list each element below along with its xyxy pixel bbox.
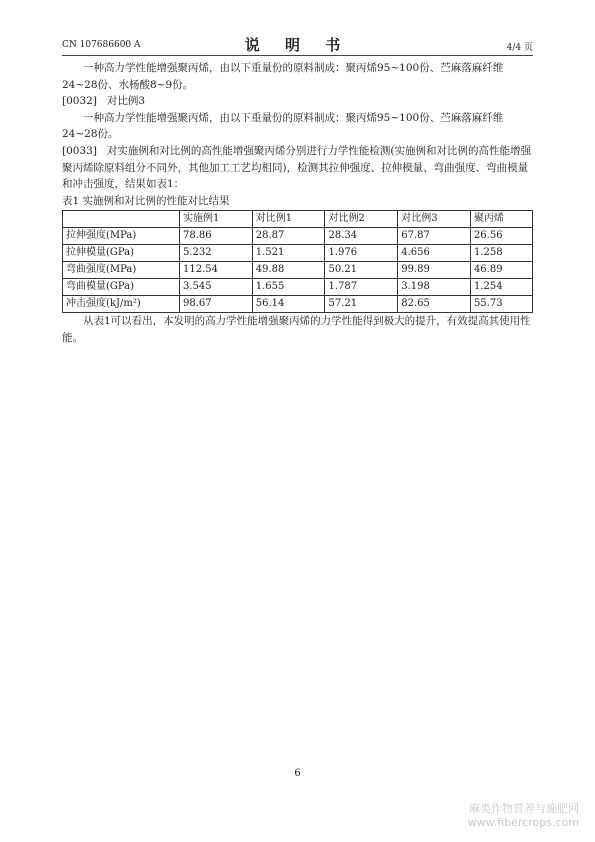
table-header-cell	[63, 211, 180, 228]
table-header-cell: 对比例3	[398, 211, 471, 228]
paragraph-conclusion: 从表1可以看出，本发明的高力学性能增强聚丙烯的力学性能得到极大的提升，有效提高其使用性能。	[62, 315, 531, 344]
watermark-line: 麻类作物营养与施肥网	[469, 802, 579, 815]
table-cell: 82.65	[398, 296, 471, 313]
table-cell: 3.198	[398, 279, 471, 296]
table-caption: 表1 实施例和对比例的性能对比结果	[62, 194, 230, 207]
table-cell: 拉伸强度(MPa)	[63, 228, 180, 245]
table-cell: 99.89	[398, 262, 471, 279]
table-cell: 55.73	[470, 296, 532, 313]
paragraph-composition-2: 一种高力学性能增强聚丙烯，由以下重量份的原料制成：聚丙烯95~100份、苎麻落麻纤维24~28份、水杨酸8~9份。	[62, 62, 504, 91]
table-cell: 50.21	[325, 262, 398, 279]
table-cell: 67.87	[398, 228, 471, 245]
table-cell: 1.787	[325, 279, 398, 296]
paragraph-number: [0032]	[62, 95, 97, 108]
table-cell: 3.545	[180, 279, 253, 296]
table-cell: 拉伸模量(GPa)	[63, 245, 180, 262]
paragraph-text: 对比例3	[106, 95, 146, 108]
patent-number: CN 107686600 A	[62, 40, 141, 50]
table-cell: 1.254	[470, 279, 532, 296]
table-cell: 112.54	[180, 262, 253, 279]
paragraph-0032	[62, 93, 533, 110]
page-number: 6	[294, 768, 301, 779]
table-row	[63, 279, 533, 296]
table-cell: 1.258	[470, 245, 532, 262]
table-row	[63, 245, 533, 262]
table-cell: 49.88	[252, 262, 325, 279]
table-cell: 1.976	[325, 245, 398, 262]
table-cell: 1.521	[252, 245, 325, 262]
header-divider	[62, 55, 533, 56]
document-title: 说 明 书	[244, 36, 351, 54]
table-cell: 弯曲模量(GPa)	[63, 279, 180, 296]
table-cell: 5.232	[180, 245, 253, 262]
document-body	[62, 60, 533, 347]
table-cell: 98.67	[180, 296, 253, 313]
table-cell: 28.34	[325, 228, 398, 245]
table-header-cell: 实施例1	[180, 211, 253, 228]
paragraph-text: 对实施例和对比例的高性能增强聚丙烯分别进行力学性能检测(实施例和对比例的高性能增强聚丙烯除原料组分不同外，其他加工工艺均相同)，检测其拉伸强度、拉伸模量、弯曲强度、弯曲模量和冲击强度，结果如表1：	[62, 144, 532, 191]
site-watermark	[468, 802, 579, 830]
watermark-line: www.fibercrops.com	[467, 816, 579, 829]
table-cell: 46.89	[470, 262, 532, 279]
table-cell: 28.87	[252, 228, 325, 245]
table-cell: 26.56	[470, 228, 532, 245]
table-row	[63, 262, 533, 279]
paragraph-0033	[62, 143, 533, 193]
table-cell: 57.21	[325, 296, 398, 313]
table-cell: 弯曲强度(MPa)	[63, 262, 180, 279]
performance-comparison-table	[62, 210, 533, 313]
table-cell: 78.86	[180, 228, 253, 245]
table-cell: 冲击强度(kJ/m²)	[63, 296, 180, 313]
table-cell: 56.14	[252, 296, 325, 313]
table-cell: 4.656	[398, 245, 471, 262]
table-header-cell: 聚丙烯	[470, 211, 532, 228]
table-header-row	[63, 211, 533, 228]
table-header-cell: 对比例1	[252, 211, 325, 228]
paragraph-number: [0033]	[62, 144, 97, 157]
paragraph-composition-3: 一种高力学性能增强聚丙烯，由以下重量份的原料制成：聚丙烯95~100份、苎麻落麻纤维24~28份。	[62, 111, 504, 141]
page-info: 4/4 页	[506, 43, 533, 53]
page-header	[62, 36, 533, 54]
table-row	[63, 228, 533, 245]
table-header-cell: 对比例2	[325, 211, 398, 228]
table-row	[63, 296, 533, 313]
table-cell: 1.655	[252, 279, 325, 296]
